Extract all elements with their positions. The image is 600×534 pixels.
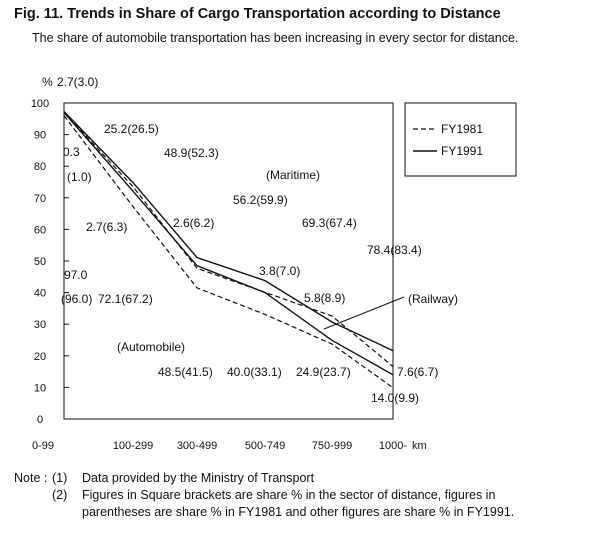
note-item-2-number: (2) bbox=[52, 488, 68, 502]
x-tick-label: 100-299 bbox=[112, 440, 154, 452]
annotation-rail-0-99: 0.3 bbox=[63, 145, 80, 159]
y-tick-label: 60 bbox=[33, 224, 47, 237]
annotation-rail-750-999: 5.8(8.9) bbox=[304, 291, 346, 305]
y-tick-label: 20 bbox=[33, 350, 47, 363]
x-tick-label: 1000- bbox=[378, 440, 408, 452]
annotation-auto-1000: 14.0(9.9) bbox=[371, 391, 420, 405]
x-tick-label: 500-749 bbox=[244, 440, 286, 452]
annotation-maritime-label: (Maritime) bbox=[266, 168, 320, 182]
note-item-2-text: Figures in Square brackets are share % in the sector of distance, figures in bbox=[82, 488, 496, 502]
y-tick-label: 30 bbox=[33, 319, 47, 332]
figure-title: Fig. 11. Trends in Share of Cargo Transportation according to Distance bbox=[14, 6, 501, 22]
legend-box bbox=[405, 103, 516, 176]
y-axis-unit: % bbox=[42, 75, 53, 89]
annotation-rail-0-99-81: (1.0) bbox=[67, 170, 92, 184]
y-tick-label: 10 bbox=[33, 382, 47, 395]
x-tick-label: 0-99 bbox=[32, 440, 55, 452]
series-line-fy1991-automobile bbox=[64, 113, 393, 375]
annotation-rail-500-749: 3.8(7.0) bbox=[259, 264, 301, 278]
annotation-rail-300-499: 2.6(6.2) bbox=[173, 216, 215, 230]
annotation-mar-1000: 78.4(83.4) bbox=[367, 243, 422, 257]
annotation-mar-500-749: 56.2(59.9) bbox=[233, 193, 288, 207]
note-section bbox=[14, 470, 594, 521]
annotation-automobile-label: (Automobile) bbox=[117, 340, 186, 354]
annotation-auto-500-749: 40.0(33.1) bbox=[227, 365, 282, 379]
note-item-1-number: (1) bbox=[52, 471, 68, 485]
annotation-mar-300-499: 48.9(52.3) bbox=[164, 146, 219, 160]
annotation-auto-0-99-81: (96.0) bbox=[61, 292, 93, 306]
legend-label-fy1981: FY1981 bbox=[441, 122, 484, 136]
y-tick-label: 0 bbox=[36, 414, 44, 426]
figure-subtitle: The share of automobile transportation has been increasing in every sector for distance. bbox=[32, 31, 519, 45]
note-label: Note : bbox=[14, 471, 48, 485]
note-item-1-text: Data provided by the Ministry of Transport bbox=[82, 471, 315, 485]
annotation-top-pct: 2.7(3.0) bbox=[57, 75, 99, 89]
annotation-auto-300-499: 48.5(41.5) bbox=[158, 365, 213, 379]
y-tick-label: 90 bbox=[33, 129, 47, 142]
y-tick-label: 80 bbox=[33, 161, 47, 174]
annotation-mar-750-999: 69.3(67.4) bbox=[302, 216, 357, 230]
annotation-railway-label: (Railway) bbox=[408, 292, 459, 306]
annotation-rail-100-299: 2.7(6.3) bbox=[86, 220, 128, 234]
y-tick-label: 40 bbox=[33, 287, 47, 300]
annotation-auto-0-99-91: 97.0 bbox=[64, 268, 88, 282]
y-tick-label: 100 bbox=[30, 98, 50, 110]
y-tick-label: 70 bbox=[33, 192, 47, 205]
annotation-auto-750-999: 24.9(23.7) bbox=[296, 365, 351, 379]
x-tick-label: 300-499 bbox=[176, 440, 218, 452]
x-tick-label: 750-999 bbox=[311, 440, 353, 452]
y-tick-label: 50 bbox=[33, 256, 47, 268]
x-axis-unit: km bbox=[412, 440, 427, 452]
legend-label-fy1991: FY1991 bbox=[441, 144, 484, 158]
annotation-rail-1000: 7.6(6.7) bbox=[397, 365, 439, 379]
annotation-mar-100-299: 25.2(26.5) bbox=[104, 122, 159, 136]
annotation-auto-100-299: 72.1(67.2) bbox=[98, 292, 153, 306]
series-line-fy1981-automobile-railway bbox=[64, 113, 393, 367]
note-item-2-continuation: parentheses are share % in FY1981 and other figures are share % in FY1991. bbox=[82, 505, 515, 519]
